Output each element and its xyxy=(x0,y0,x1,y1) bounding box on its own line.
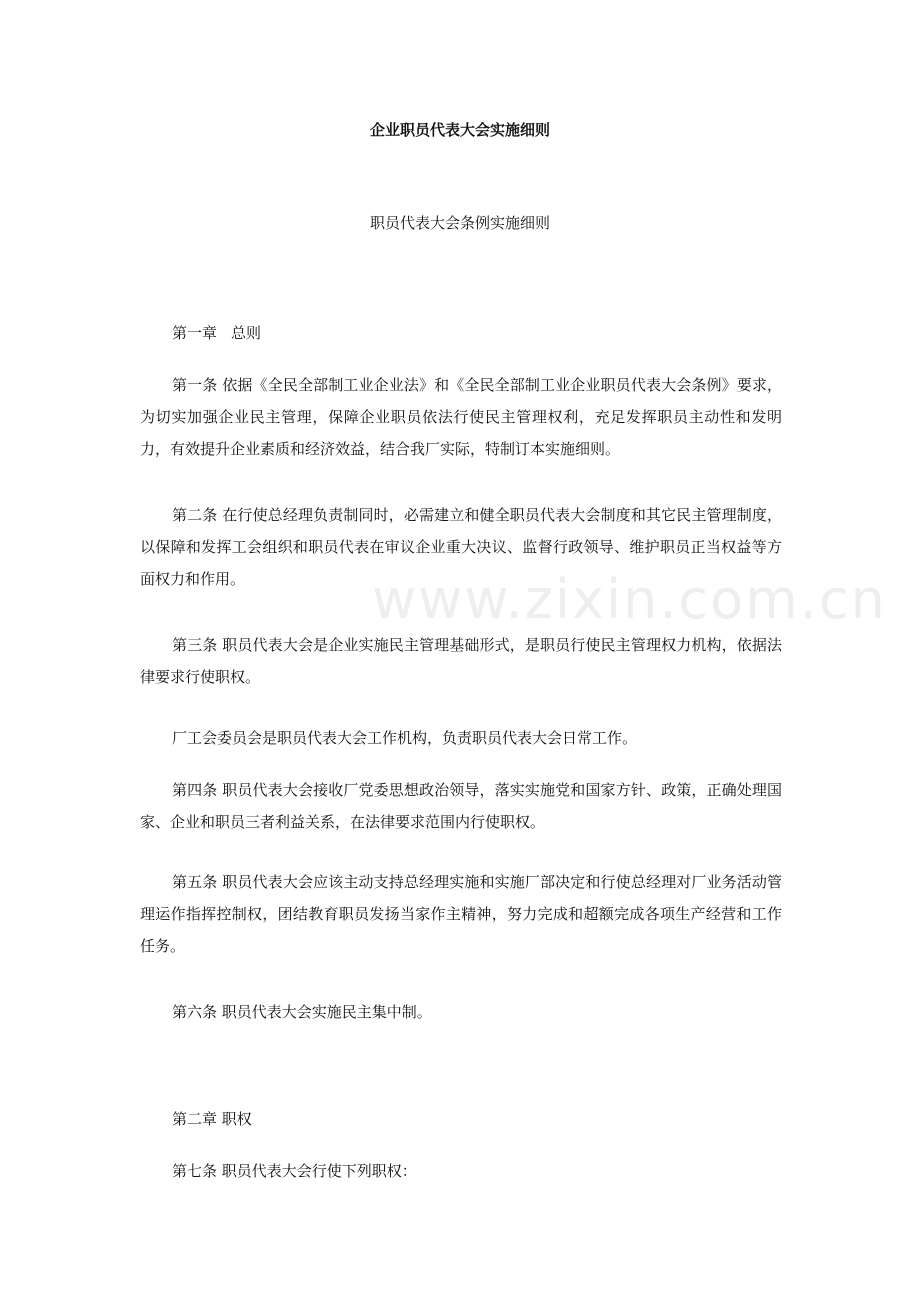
article-6: 第六条 职员代表大会实施民主集中制。 xyxy=(172,1003,432,1021)
chapter-1-heading xyxy=(140,317,782,349)
article-3: 第三条 职员代表大会是企业实施民主管理基础形式，是职员行使民主管理权力机构，依据法律要求行使职权。 xyxy=(140,636,782,686)
chapter-1-number: 第一章 xyxy=(172,324,218,342)
chapter-1-name: 总则 xyxy=(231,324,262,342)
article-3-paragraph-2: 厂工会委员会是职员代表大会工作机构，负责职员代表大会日常工作。 xyxy=(172,729,638,747)
article-7: 第七条 职员代表大会行使下列职权： xyxy=(172,1162,417,1180)
article-1: 第一条 依据《全民全部制工业企业法》和《全民全部制工业企业职员代表大会条例》要求，为切实加强企业民主管理，保障企业职员依法行使民主管理权利，充足发挥职员主动性和发明力，有效提升企业素质和经济效益，结合我厂实际，特制订本实施细则。 xyxy=(140,376,782,458)
document-title: 企业职员代表大会实施细则 xyxy=(369,121,550,139)
watermark: www.zixin.com.cn xyxy=(372,568,887,631)
article-4: 第四条 职员代表大会接收厂党委思想政治领导，落实实施党和国家方针、政策，正确处理国家、企业和职员三者利益关系，在法律要求范围内行使职权。 xyxy=(140,781,782,831)
chapter-2-heading: 第二章 职权 xyxy=(172,1110,252,1128)
article-5: 第五条 职员代表大会应该主动支持总经理实施和实施厂部决定和行使总经理对厂业务活动管理运作指挥控制权，团结教育职员发扬当家作主精神，努力完成和超额完成各项生产经营和工作任务。 xyxy=(140,873,782,955)
document-subtitle: 职员代表大会条例实施细则 xyxy=(369,214,550,232)
article-2: 第二条 在行使总经理负责制同时，必需建立和健全职员代表大会制度和其它民主管理制度，以保障和发挥工会组织和职员代表在审议企业重大决议、监督行政领导、维护职员正当权益等方面权力和作用。 xyxy=(140,506,782,588)
